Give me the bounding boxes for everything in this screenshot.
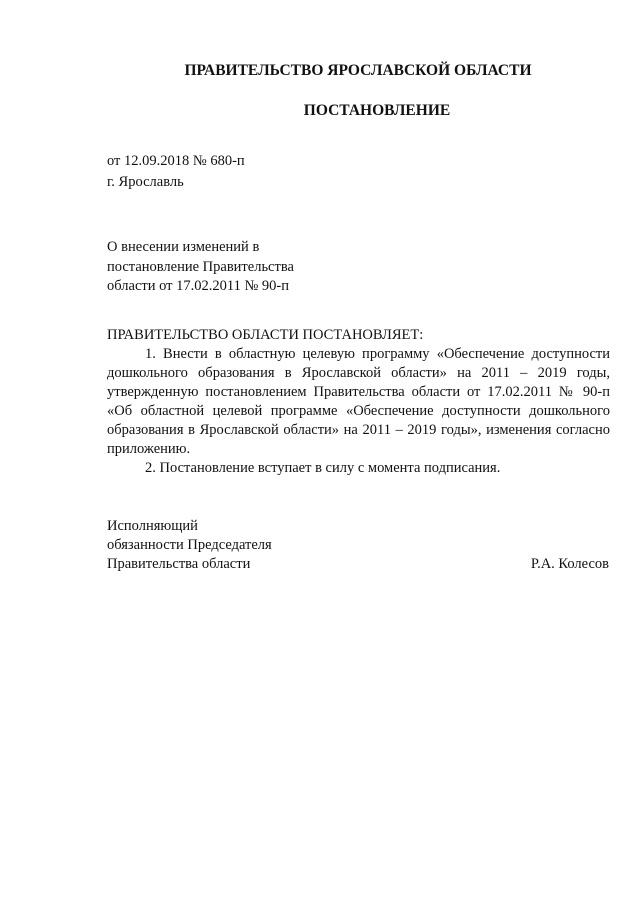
signature-position-line-2: обязанности Председателя	[107, 537, 272, 553]
resolution-item-2: 2. Постановление вступает в силу с момента подписания.	[145, 460, 501, 476]
organization-title: ПРАВИТЕЛЬСТВО ЯРОСЛАВСКОЙ ОБЛАСТИ	[184, 62, 532, 79]
resolution-body	[107, 326, 610, 478]
subject-line-1: О внесении изменений в	[107, 239, 260, 255]
city: г. Ярославль	[107, 174, 184, 190]
date-number: от 12.09.2018 № 680-п	[107, 153, 245, 169]
signature-position-line-3: Правительства области	[107, 556, 251, 572]
resolution-item-1: 1. Внести в областную целевую программу «Обеспечение доступности дошкольного образования в Ярославской области» на 2011 – 2019 годы, утвержденную постановлением Правительства области от 17.02.2011 № 90-п «Об областной целевой программе «Обеспечение доступности дошкольного образования в Ярославской области» на 2011 – 2019 годы», изменения согласно приложению.	[107, 346, 610, 457]
subject-line-2: постановление Правительства	[107, 259, 294, 275]
signature-position-line-1: Исполняющий	[107, 518, 198, 534]
signatory-name: Р.А. Колесов	[530, 556, 609, 572]
resolution-intro: ПРАВИТЕЛЬСТВО ОБЛАСТИ ПОСТАНОВЛЯЕТ:	[107, 327, 424, 343]
document-type-title: ПОСТАНОВЛЕНИЕ	[303, 102, 451, 119]
subject-line-3: области от 17.02.2011 № 90-п	[107, 278, 290, 294]
